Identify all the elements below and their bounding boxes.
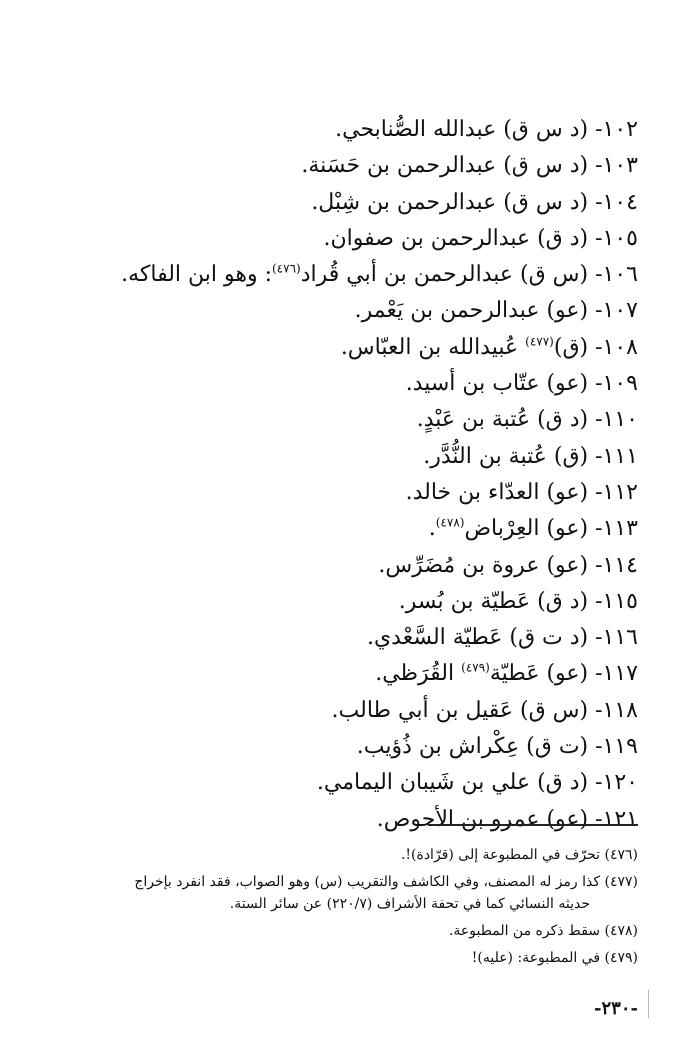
footnote-text: في المطبوعة: (عليه)! (471, 950, 601, 966)
entry-text: (عو) عَطيّة (489, 661, 589, 687)
entry-text-after: . (428, 516, 436, 542)
footnote-ref: (٤٧٧) (525, 334, 554, 349)
entry-text: (د ق) عبدالرحمن بن صفوان. (323, 225, 589, 251)
entry-number: ١١٢- (595, 479, 638, 505)
entry-number: ١٠٦- (595, 262, 638, 288)
entry-number: ١٠٢- (595, 117, 638, 142)
entry-number: ١١٦- (595, 625, 638, 651)
entry-number: ١٠٧- (595, 298, 638, 324)
list-item (38, 221, 638, 257)
entry-text: (عو) عتّاب بن أسيد. (405, 371, 589, 397)
list-item (38, 257, 638, 293)
page-number: -٢٣٠- (594, 998, 638, 1019)
list-item (38, 366, 638, 402)
list-item (38, 693, 638, 729)
entry-text: (د س ق) عبدالرحمن بن حَسَنة. (301, 153, 589, 179)
footnote-list (58, 844, 638, 974)
footnote-ref: (٤٧٨) (435, 515, 465, 530)
list-item (38, 802, 638, 838)
footnote (58, 920, 638, 942)
entry-number: ١١٥- (595, 588, 638, 614)
entry-text: (ق) (553, 334, 589, 360)
list-item (38, 548, 638, 584)
footnote (58, 947, 638, 969)
entry-text: (عو) عبدالرحمن بن يَعْمر. (354, 298, 589, 324)
entry-number: ١١٨- (595, 697, 638, 723)
entry-text: (ق) عُتبة بن النُّدَّر. (423, 443, 589, 469)
list-item (38, 293, 638, 329)
list-item (38, 620, 638, 656)
footnote-text: تحرّف في المطبوعة إلى (قرّادة)!. (400, 847, 601, 863)
entry-number: ١١٧- (595, 661, 638, 687)
footnote-text: كذا رمز له المصنف، وفي الكاشف والتقريب (س) وهو الصواب، فقد انفرد بإخراج (134, 874, 601, 890)
list-item (38, 765, 638, 801)
entry-text: (عو) عمرو بن الأحوص. (376, 806, 589, 832)
footnote-number: (٤٧٧) (604, 874, 638, 890)
entry-text: (ت ق) عِكْراش بن ذُؤيب. (356, 734, 589, 760)
entry-number: ١٠٨- (595, 334, 638, 360)
list-item (38, 511, 638, 547)
entry-text-after: القُرَظي. (375, 661, 462, 687)
entry-number: ١١٠- (595, 407, 638, 433)
entry-text: (د س ق) عبدالله الصُّنابحي. (335, 117, 589, 142)
entry-text-after: عُبيدالله بن العبّاس. (340, 334, 526, 360)
list-item (38, 439, 638, 475)
entry-text: (عو) العِرْباض (464, 516, 589, 542)
footnote-divider (428, 824, 638, 826)
footnote-ref: (٤٧٦) (271, 261, 301, 276)
footnote (58, 844, 638, 866)
list-item (38, 330, 638, 366)
entry-text: (د ت ق) عَطيّة السَّعْدي. (366, 625, 589, 651)
entry-text: (عو) العدّاء بن خالد. (405, 479, 589, 505)
entry-number: ١١٣- (595, 516, 638, 542)
list-item (38, 148, 638, 184)
footnote-number: (٤٧٦) (604, 847, 638, 863)
list-item (38, 185, 638, 221)
entry-number: ١٠٤- (595, 189, 638, 215)
footnote-number: (٤٧٩) (604, 950, 638, 966)
list-item (38, 584, 638, 620)
entry-text-after: : وهو ابن الفاكه. (121, 262, 272, 288)
entry-list (38, 112, 638, 838)
entry-number: ١١٤- (595, 552, 638, 578)
entry-text: (س ق) عَقيل بن أبي طالب. (331, 697, 589, 723)
list-item (38, 402, 638, 438)
entry-number: ١٠٥- (595, 225, 638, 251)
footnote-text: سقط ذكره من المطبوعة. (448, 923, 601, 939)
entry-number: ١٢١- (595, 806, 638, 832)
footnote-continuation: حديثه النسائي كما في تحفة الأشراف (٢٢٠/٧) عن سائر الستة. (229, 896, 590, 912)
entry-number: ١١١- (595, 443, 638, 469)
footnote-number: (٤٧٨) (604, 923, 638, 939)
entry-number: ١٠٣- (595, 153, 638, 179)
footnote (58, 871, 638, 915)
footnote-ref: (٤٧٩) (461, 661, 490, 676)
entry-text: (د ق) علي بن شَيبان اليمامي. (316, 770, 589, 796)
entry-number: ١١٩- (595, 734, 638, 760)
entry-text: (عو) عروة بن مُضَرِّس. (378, 552, 589, 578)
entry-text: (د س ق) عبدالرحمن بن شِبْل. (311, 189, 589, 215)
entry-text: (س ق) عبدالرحمن بن أبي قُراد (300, 262, 589, 288)
entry-text: (د ق) عَطيّة بن بُسر. (398, 588, 589, 614)
entry-text: (د ق) عُتبة بن عَبْدٍ. (416, 407, 589, 433)
entry-number: ١٠٩- (595, 371, 638, 397)
list-item (38, 112, 638, 148)
entry-number: ١٢٠- (595, 770, 638, 796)
list-item (38, 656, 638, 692)
margin-mark (648, 990, 649, 1018)
list-item (38, 729, 638, 765)
list-item (38, 475, 638, 511)
